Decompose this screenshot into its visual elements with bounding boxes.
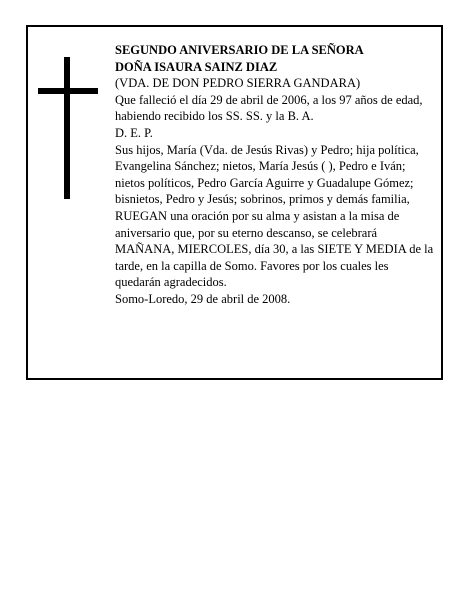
cross-icon <box>38 57 98 199</box>
request-text: una oración por su alma y asistan a la misa de aniversario que, por su eterno descanso, se celebrará <box>115 208 400 240</box>
heading-line-1: SEGUNDO ANIVERSARIO DE LA SEÑORA <box>115 43 364 57</box>
death-info-paragraph: Que falleció el día 29 de abril de 2006, a los 97 años de edad, habiendo recibido los SS. SS. y la B. A. <box>115 92 423 124</box>
mass-time: SIETE Y MEDIA <box>317 242 407 257</box>
cross-horizontal-bar <box>38 88 98 94</box>
widow-of-line: (VDA. DE DON PEDRO SIERRA GANDARA) <box>115 76 361 91</box>
heading-line-2: DOÑA ISAURA SAINZ DIAZ <box>115 59 278 74</box>
day-text: , día 30, a las <box>248 242 318 257</box>
obituary-notice-frame <box>26 25 443 380</box>
place-date-line: Somo-Loredo, 29 de abril de 2008. <box>115 291 291 306</box>
family-paragraph: Sus hijos, María (Vda. de Jesús Rivas) y Pedro; hija política, Evangelina Sánchez; nietos, María Jesús ( ), Pedro e Iván; nietos políticos, Pedro García Aguirre y Guadalupe Gómez; bisnietos, Pedro y Jesús; sobrinos, primos y demás familia, <box>115 142 419 207</box>
mass-request-paragraph <box>115 208 437 291</box>
mass-day: MAÑANA, MIERCOLES <box>115 242 249 257</box>
dep-line: D. E. P. <box>115 125 153 140</box>
notice-text-block <box>115 42 437 308</box>
cross-vertical-bar <box>64 57 70 199</box>
closing-text: de la tarde, en la capilla de Somo. Favores por los cuales les quedarán agradecidos. <box>115 242 434 290</box>
request-prefix: RUEGAN <box>115 208 168 223</box>
